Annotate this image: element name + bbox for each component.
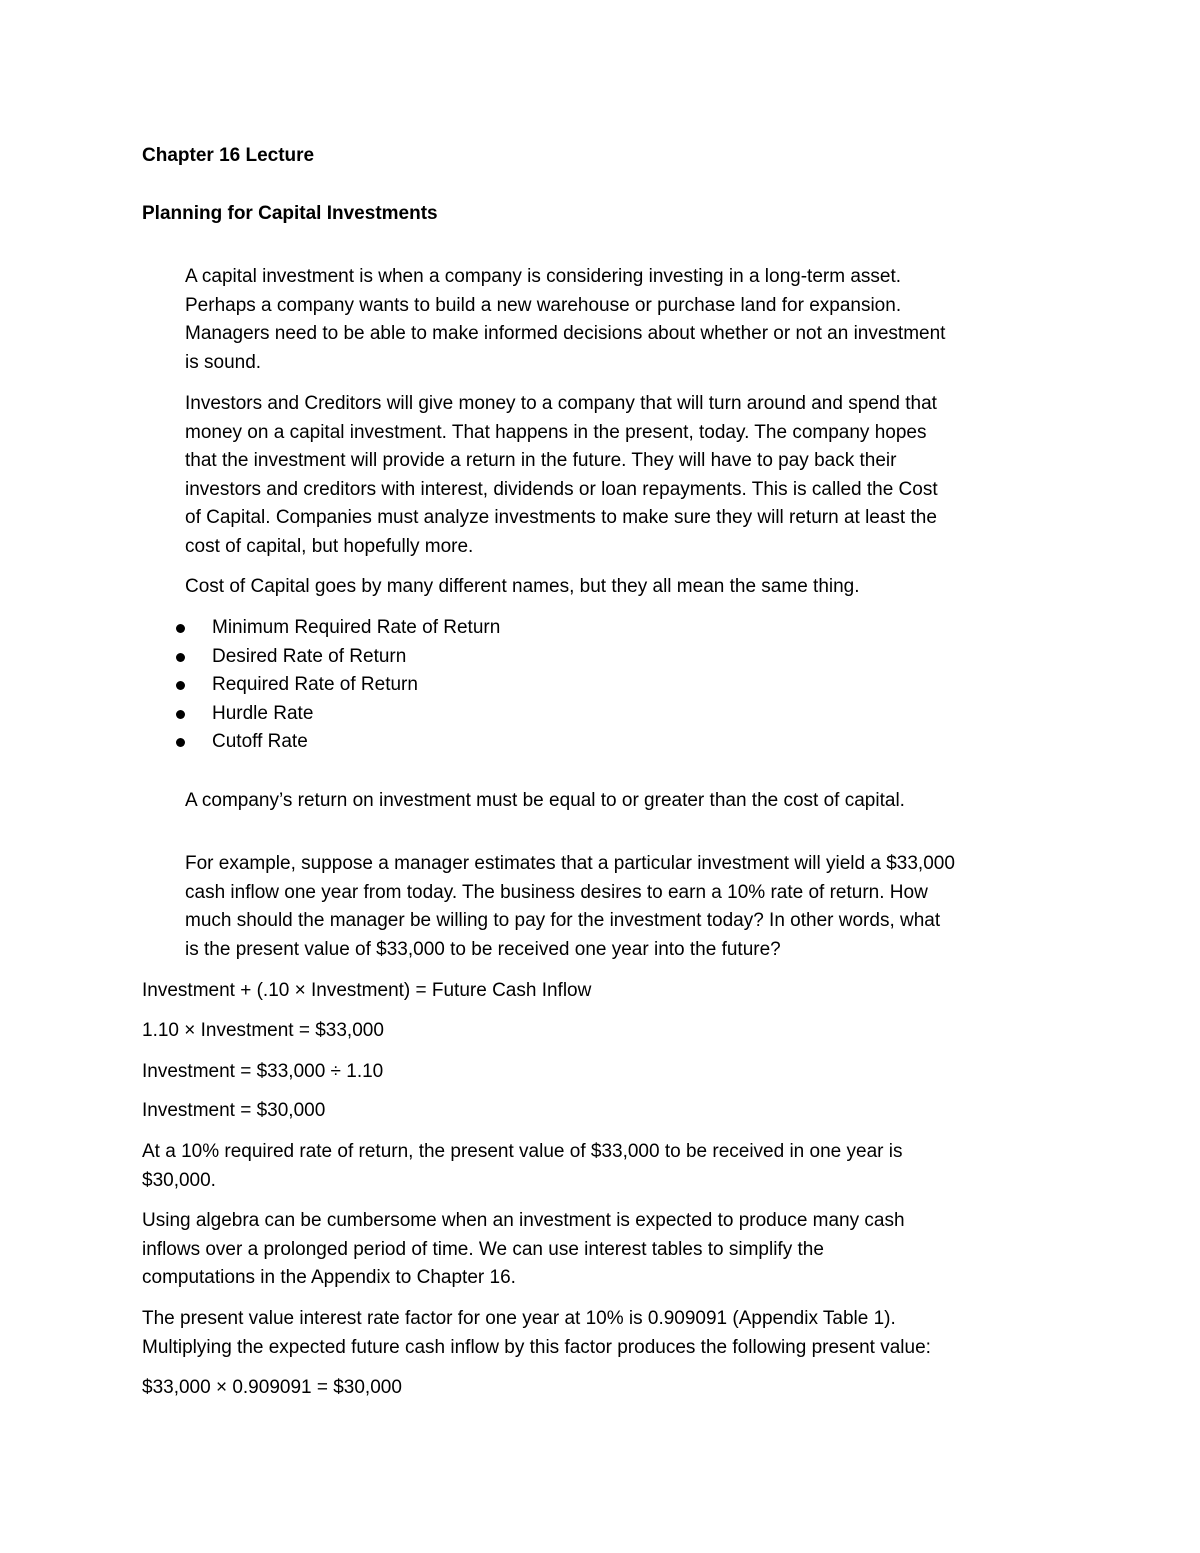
chapter-title: Chapter 16 Lecture [142,145,315,166]
list-item-label: Desired Rate of Return [212,645,407,667]
algebra-line: inflows over a prolonged period of time. We can use interest tables to simplify the [142,1238,824,1260]
investors-line: that the investment will provide a return in the future. They will have to pay back their [185,450,897,471]
example-line: much should the manager be willing to pay for the investment today? In other words, what [185,910,941,931]
bullet-icon [176,738,185,747]
intro-paragraph [185,263,945,377]
algebra-paragraph [142,1207,905,1293]
example-line: cash inflow one year from today. The business desires to earn a 10% rate of return. How [185,881,928,903]
investors-paragraph [185,390,938,561]
cost-of-capital-names-list [172,614,500,757]
intro-line: Managers need to be able to make informed decisions about whether or not an investment [185,323,946,344]
list-item [172,614,500,643]
investors-line: Investors and Creditors will give money to a company that will turn around and spend that [185,393,937,414]
intro-line: is sound. [185,351,262,373]
example-paragraph [185,850,955,964]
equation-4: Investment = $30,000 [142,1100,326,1121]
factor-paragraph [142,1305,931,1362]
investors-line: of Capital. Companies must analyze investments to make sure they will return at least the [185,507,937,528]
factor-line: The present value interest rate factor for one year at 10% is 0.909091 (Appendix Table 1). [142,1308,896,1329]
equation-2: 1.10 × Investment = $33,000 [142,1020,384,1041]
section-title: Planning for Capital Investments [142,203,438,224]
bullet-icon [176,681,185,690]
bullet-icon [176,653,185,662]
final-equation: $33,000 × 0.909091 = $30,000 [142,1377,402,1398]
list-item [172,700,500,729]
list-item [172,728,500,757]
list-item [172,643,500,672]
names-intro-paragraph: Cost of Capital goes by many different names, but they all mean the same thing. [185,576,860,597]
example-line: is the present value of $33,000 to be received one year into the future? [185,938,781,960]
bullet-icon [176,710,185,719]
algebra-line: computations in the Appendix to Chapter 16. [142,1267,516,1288]
list-item-label: Cutoff Rate [212,731,308,752]
list-item [172,671,500,700]
bullet-icon [176,624,185,633]
list-item-label: Hurdle Rate [212,702,314,724]
conclusion-line: At a 10% required rate of return, the present value of $33,000 to be received in one year is [142,1141,903,1162]
list-item-label: Minimum Required Rate of Return [212,617,501,638]
list-item-label: Required Rate of Return [212,674,418,695]
investors-line: cost of capital, but hopefully more. [185,535,474,557]
intro-line: Perhaps a company wants to build a new warehouse or purchase land for expansion. [185,294,902,316]
equation-1: Investment + (.10 × Investment) = Future Cash Inflow [142,980,592,1001]
investors-line: investors and creditors with interest, dividends or loan repayments. This is called the Cost [185,478,938,500]
investors-line: money on a capital investment. That happens in the present, today. The company hopes [185,421,927,443]
algebra-line: Using algebra can be cumbersome when an investment is expected to produce many cash [142,1210,905,1231]
conclusion-paragraph [142,1138,902,1195]
roi-paragraph: A company’s return on investment must be equal to or greater than the cost of capital. [185,790,905,811]
conclusion-line: $30,000. [142,1169,216,1191]
example-line: For example, suppose a manager estimates that a particular investment will yield a $33,000 [185,853,955,874]
factor-line: Multiplying the expected future cash inflow by this factor produces the following present value: [142,1336,931,1358]
intro-line: A capital investment is when a company is considering investing in a long-term asset. [185,266,902,287]
equation-3: Investment = $33,000 ÷ 1.10 [142,1061,384,1082]
